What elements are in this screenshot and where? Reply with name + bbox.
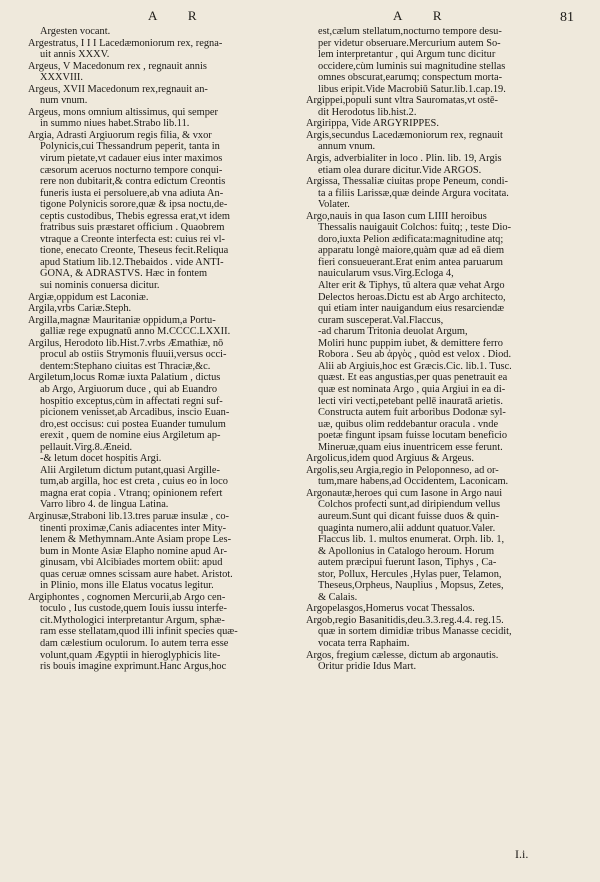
text-line: Oritur pridie Idus Mart. <box>318 661 417 673</box>
running-header-left: A R <box>148 8 211 23</box>
text-line: Volater. <box>318 199 350 211</box>
text-line: Argeus, XVII Macedonum rex,regnauit an- <box>28 83 208 95</box>
text-line: volunt,quam Ægyptii in hieroglyphicis lite- <box>40 649 221 661</box>
text-line: Argonautæ,heroes qui cum Iasone in Argo naui <box>306 487 503 499</box>
text-line: est,cælum stellatum,nocturno tempore desu- <box>318 26 502 37</box>
text-line: Argolicus,idem quod Argiuus & Argeus. <box>306 453 474 465</box>
text-line: qui etiam inter nauigandum eius resarciendæ <box>318 303 505 315</box>
text-line: Argiphontes , cognomen Mercurii,ab Argo cen- <box>28 591 226 603</box>
text-line: Argia, Adrasti Argiuorum regis filia, & vxor <box>28 129 212 141</box>
text-line: Flaccus lib. 1. multos enumerat. Orph. lib. 1, <box>318 534 505 546</box>
text-line: ginusam, vbi Alcibiades mortem obiit: apud <box>40 557 223 569</box>
text-line: & Calais. <box>318 591 358 603</box>
text-line: uit annis XXXV. <box>40 49 110 61</box>
text-line: in summo niues habet.Strabo lib.11. <box>40 118 190 130</box>
page-number: 81 <box>560 10 574 25</box>
text-line: tum,mare habens,ad Occidentem, Laconicam. <box>318 476 509 488</box>
text-line: doro,iuxta Pelion ædificata:magnitudine atq; <box>318 233 504 245</box>
text-line: Theseus,Orpheus, Nauplius , Mopsus, Zetes, <box>318 580 504 592</box>
text-line: poetæ fingunt ipsam fuisse locutam beneficio <box>318 430 508 442</box>
text-line: galliæ rege expugnatū anno M.CCCC.LXXII. <box>40 326 231 338</box>
text-line: vtraque a Creonte interfecta est: cuius rei vl- <box>40 233 225 245</box>
text-line: ris bouis imagine exprimunt.Hanc Argus,hoc <box>40 661 227 673</box>
text-line: quæ in sortem dimidiæ tribus Manasse cecidit, <box>318 626 512 638</box>
text-line: toculo , Ius custode,quem Iouis iussu interfe- <box>40 603 227 615</box>
text-line: Argissa, Thessaliæ ciuitas prope Peneum, condi- <box>306 176 508 188</box>
text-line: num vnum. <box>40 95 88 107</box>
text-line: Argilus, Herodoto lib.Hist.7.vrbs Æmathiæ, nō <box>28 337 224 349</box>
text-line: Colchos profecti sunt,ad diripiendum vellus <box>318 499 501 511</box>
text-line: aureum.Sunt qui dicant fuisse duos & quin- <box>318 510 499 522</box>
text-line: XXXVIII. <box>40 72 83 84</box>
text-line: lenem & Methymnam.Ante Asiam prope Les- <box>40 534 232 546</box>
text-line: tinenti proximæ,Canis adiacentes inter Mity- <box>40 522 227 534</box>
text-line: tum,ab argilla, hoc est creta , cuius eo in loco <box>40 476 228 488</box>
text-line: Arginusæ,Straboni lib.13.tres paruæ insulæ , co- <box>28 510 229 522</box>
text-line: erexit , quem de nomine eius Argiletum ap- <box>40 430 221 442</box>
text-line: dentem:Stephano ciuitas est Thraciæ,&c. <box>40 360 211 372</box>
text-line: Alii Argiletum dictum putant,quasi Argille- <box>40 464 220 476</box>
text-line: dam cælestium oculorum. Io autem terra esse <box>40 637 229 649</box>
text-line: occidere,cùm luminis sui magnitudine stellas <box>318 60 506 72</box>
text-line: fratribus suis præstaret officium . Quaobrem <box>40 222 225 234</box>
text-line: Argo,nauis in qua Iason cum LIIII heroibus <box>306 210 487 222</box>
text-line: quas ceruæ omnes scissam aure habet. Aristot. <box>40 568 233 580</box>
text-line: quæst. Et eas angustias,per quas penetrauit ea <box>318 372 508 384</box>
text-line: Argopelasgos,Homerus vocat Thessalos. <box>306 603 475 615</box>
text-line: etiam olea durare dicitur.Vide ARGOS. <box>318 164 482 176</box>
text-line: cæsorum aceruos nocturno tempore conqui- <box>40 164 223 176</box>
text-line: ram esse stellatam,quod illi infinit species quæ- <box>40 626 238 638</box>
text-line: bum in Monte Asiæ Elapho nomine apud Ar- <box>40 545 228 557</box>
signature-mark: I.i. <box>515 847 529 861</box>
text-line: Thessalis nauigauit Colchos: fuitq; , teste Dio- <box>318 222 512 234</box>
text-line: dro,est occisus: cui postea Euander tumulum <box>40 418 226 430</box>
text-line: Argos, fregium cælesse, dictum ab argonautis. <box>306 649 499 661</box>
text-line: fieri consueuerant.Erat enim antea paruarum <box>318 256 503 268</box>
text-line: Argirippa, Vide ARGYRIPPES. <box>306 118 439 130</box>
text-line: Constructa autem fuit arboribus Dodonæ syl- <box>318 407 506 419</box>
text-line: Moliri hunc puppim iubet, & demittere ferro <box>318 337 503 349</box>
text-line: Argis, adverbialiter in loco . Plin. lib. 19, Argis <box>306 153 502 165</box>
text-line: lem interpretantur , qui Argum tunc dicitur <box>318 49 496 61</box>
text-line: vocata terra Raphaim. <box>318 637 410 649</box>
text-line: rere non dubitarit,& contra edictum Creontis <box>40 176 226 188</box>
text-line: curam susceperat.Val.Flaccus, <box>318 314 444 326</box>
text-line: autem præcipui fuerunt Iason, Tiphys , Ca- <box>318 557 497 569</box>
text-line: per videtur obseruare.Mercurium autem So- <box>318 37 501 49</box>
text-line: quaginta numero,alii addunt quatuor.Valer. <box>318 522 496 534</box>
text-line: Argob,regio Basanitidis,deu.3.3.reg.4.4. reg.15. <box>306 614 504 626</box>
text-line: Argilla,magnæ Mauritaniæ oppidum,a Portu- <box>28 314 216 326</box>
text-line: Argeus, mons omnium altissimus, qui semper <box>28 106 219 118</box>
text-line: Delectos heroas.Dictu est ab Argo architecto, <box>318 291 506 303</box>
text-line: -& letum docet hospitis Argi. <box>40 453 162 465</box>
running-header-right: A R <box>393 8 456 23</box>
text-line: sui nominis conuersa dicitur. <box>40 280 160 292</box>
text-line: procul ab ostiis Strymonis fluuii,versus occi- <box>40 349 227 361</box>
text-line: hospitio exceptus,cùm in affectati regni suf- <box>40 395 223 407</box>
text-line: uæ, quibus olim reddebantur oracula . vnde <box>318 418 499 430</box>
text-line: lecti viri vecti,petebant pellē inauratā arietis. <box>318 395 503 407</box>
text-line: Alii ab Argiuis,hoc est Græcis.Cic. lib.1. Tusc. <box>318 360 512 372</box>
text-line: Argeus, V Macedonum rex , regnauit annis <box>28 60 207 72</box>
text-line: Mineruæ,quam eius inuentricem esse ferunt. <box>318 441 503 453</box>
text-line: nauicularum vsus.Virg.Ecloga 4, <box>318 268 454 280</box>
text-line: Argis,secundus Lacedæmoniorum rex, regnauit <box>306 129 503 141</box>
text-line: Argiletum,locus Romæ iuxta Palatium , dictus <box>28 372 221 384</box>
text-line: dit Herodotus lib.hist.2. <box>318 106 417 118</box>
text-line: ceptis custodibus, Thebis egressa erat,vt idem <box>40 210 230 222</box>
text-line: picionem venisset,ab Arcadibus, inscio Euan- <box>40 407 230 419</box>
text-line: & Apollonius in Catalogo heroum. Horum <box>318 545 495 557</box>
text-line: tigone Polynicis sorore,quæ & ipsa noctu,de- <box>40 199 228 211</box>
text-line: Robora . Seu ab ἀργὸς , quòd est velox . Diod. <box>318 349 512 361</box>
text-line: Argesten vocant. <box>40 26 111 37</box>
text-line: Argestratus, I I I Lacedæmoniorum rex, regna- <box>28 37 223 49</box>
text-line: funeris iusta ei persoluere,ab vna adiuta An- <box>40 187 224 199</box>
text-line: in Plinio, mons ille Elatus vocatus legitur. <box>40 580 214 592</box>
text-line: virum pietate,vt cadauer eius inter maximos <box>40 153 223 165</box>
text-line: annum vnum. <box>318 141 376 153</box>
text-line: apud Statium lib.12.Thebaidos . vide ANTI- <box>40 256 224 268</box>
text-line: Argiæ,oppidum est Laconiæ. <box>28 291 149 303</box>
text-line: cit.Mythologici interpretantur Argum, sphæ- <box>40 614 225 626</box>
text-line: Argolis,seu Argia,regio in Peloponneso, ad or- <box>306 464 499 476</box>
text-line: GONA, & ADRASTVS. Hæc in fontem <box>40 268 208 280</box>
text-line: quæ est nominata Argo , quia Argiui in ea di- <box>318 383 506 395</box>
text-line: ab Argo, Argiuorum duce , qui ab Euandro <box>40 383 218 395</box>
text-line: -ad charum Tritonia deuolat Argum, <box>318 326 468 338</box>
left-column <box>28 26 300 673</box>
text-line: libus eripit.Vide Macrobiū Satur.lib.1.cap.19. <box>318 83 506 95</box>
text-line: tione, enecato Creonte, Theseus fecit.Reliqua <box>40 245 229 257</box>
text-line: Alter erit & Tiphys, tū altera quæ vehat Argo <box>318 280 505 292</box>
text-line: pellauit.Virg.8.Æneid. <box>40 441 133 453</box>
text-line: apparatu longè maiore,quàm quæ ad eā diem <box>318 245 505 257</box>
text-line: Polynicis,cui Thessandrum peperit, tanta in <box>40 141 220 153</box>
text-line: Argila,vrbs Cariæ.Steph. <box>28 303 132 315</box>
text-line: Argippei,populi sunt vltra Sauromatas,vt ostē- <box>306 95 499 107</box>
text-line: Varro libro 4. de lingua Latina. <box>40 499 169 511</box>
right-column <box>306 26 568 673</box>
text-line: ta a filiis Larissæ,quæ deinde Argura vocitata. <box>318 187 509 199</box>
text-line: omnes obscurat,earumq; conspectum morta- <box>318 72 503 84</box>
text-line: stor, Pollux, Hercules ,Hylas puer, Telamon, <box>318 568 502 580</box>
text-line: magna erat copia . Vtranq; opinionem refert <box>40 487 223 499</box>
